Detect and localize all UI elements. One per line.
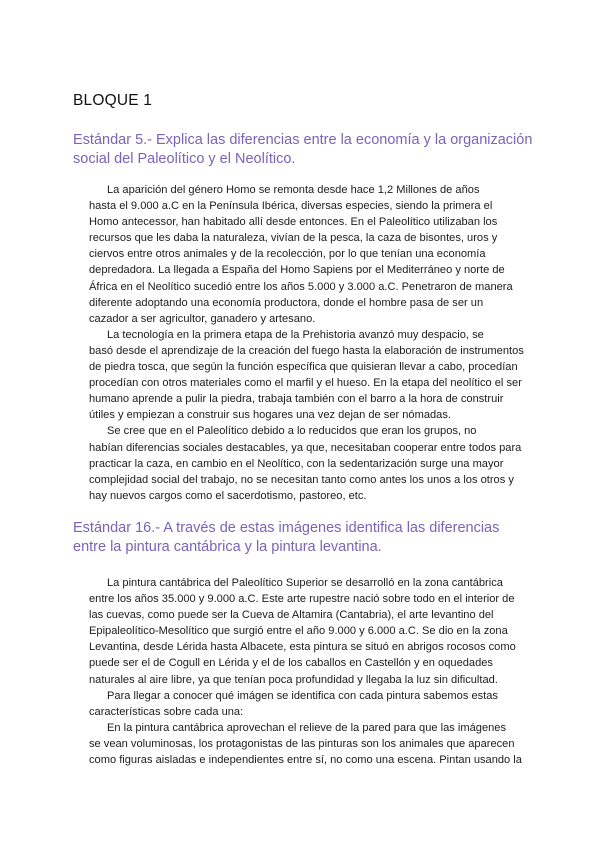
text-line: de piedra tosca, que según la función específica que quisieran llevar a cabo, procedían [89,361,518,374]
text-line: practicar la caza, en cambio en el Neolítico, con la sedentarización surge una mayor [89,457,504,470]
text-line: entre los años 35.000 y 9.000 a.C. Este arte rupestre nació sobre todo en el interior de [89,593,515,606]
text-line: Homo antecessor, han habitado allí desde entonces. En el Paleolítico utilizaban los [89,216,498,229]
text-line: Epipaleolítico-Mesolítico que surgió entre el año 9.000 y 6.000 a.C. Se dio en la zona [89,625,508,638]
section-body-estandar-5 [89,182,529,504]
text-line: cazador a ser agricultor, ganadero y artesano. [89,312,316,325]
text-line: útiles y empiezan a construir sus hogares una vez dejan de ser nómadas. [89,409,451,422]
text-line: Se cree que en el Paleolítico debido a lo reducidos que eran los grupos, no [107,425,477,438]
text-line: puede ser el de Cogull en Lérida y el de los caballos en Castellón y en oquedades [89,657,493,670]
text-line: características sobre cada una: [89,705,244,718]
text-line: ciervos entre otros animales y de la recolección, por lo que tenían una economía [89,248,486,261]
text-line: las cuevas, como puede ser la Cueva de Altamira (Cantabria), el arte levantino del [89,609,494,622]
section-heading-estandar-16: Estándar 16.- A través de estas imágenes identifica las diferencias entre la pintura cantábrica y la pintura levantina. [73,520,500,555]
text-line: Para llegar a conocer qué imágen se identifica con cada pintura sabemos estas [107,689,498,702]
text-line: se vean voluminosas, los protagonistas de las pinturas son los animales que aparecen [89,737,515,750]
text-line: complejidad social del trabajo, no se necesitan tanto como antes los unos a los otros y [89,473,514,486]
text-line: procedían con otros materiales como el marfil y el hueso. En la etapa del neolítico el ser [89,377,522,390]
paragraph [89,423,529,503]
text-line: naturales al aire libre, ya que tenían poca profundidad y llegaba la luz sin dificultad. [89,673,498,686]
paragraph [89,327,529,424]
section-body-estandar-16 [89,575,529,768]
text-line: hasta el 9.000 a.C en la Península Ibérica, diversas especies, siendo la primera el [89,200,493,213]
text-line: habían diferencias sociales destacables, ya que, necesitaban cooperar entre todos para [89,441,522,454]
document-title: BLOQUE 1 [73,92,153,109]
text-line: La tecnología en la primera etapa de la Prehistoria avanzó muy despacio, se [107,328,484,341]
paragraph [89,182,529,327]
text-line: Levantina, desde Lérida hasta Albacete, esta pintura se situó en abrigos rocosos como [89,641,516,654]
text-line: diferente adoptando una economía productora, donde el hombre pasa de ser un [89,296,484,309]
paragraph [89,688,529,720]
paragraph [89,720,529,768]
text-line: En la pintura cantábrica aprovechan el relieve de la pared para que las imágenes [107,721,507,734]
section-heading-estandar-5: Estándar 5.- Explica las diferencias entre la economía y la organización social del Paleolítico y el Neolítico. [73,132,533,167]
text-line: depredadora. La llegada a España del Homo Sapiens por el Mediterráneo y norte de [89,264,505,277]
text-line: basó desde el aprendizaje de la creación del fuego hasta la elaboración de instrumentos [89,344,524,357]
text-line: humano aprende a pulir la piedra, trabaja también con el barro a la hora de construir [89,393,504,406]
text-line: hay nuevos cargos como el sacerdotismo, pastoreo, etc. [89,489,367,502]
text-line: La aparición del género Homo se remonta desde hace 1,2 Millones de años [107,184,480,196]
text-line: como figuras aisladas e independientes entre sí, no como una escena. Pintan usando la [89,754,522,767]
text-line: La pintura cantábrica del Paleolítico Superior se desarrolló en la zona cantábrica [107,577,503,589]
paragraph [89,575,529,688]
text-line: recursos que les daba la naturaleza, vivían de la pesca, la caza de bisontes, uros y [89,232,498,245]
text-line: África en el Neolítico sucedió entre los años 5.000 y 3.000 a.C. Penetraron de manera [89,280,513,293]
